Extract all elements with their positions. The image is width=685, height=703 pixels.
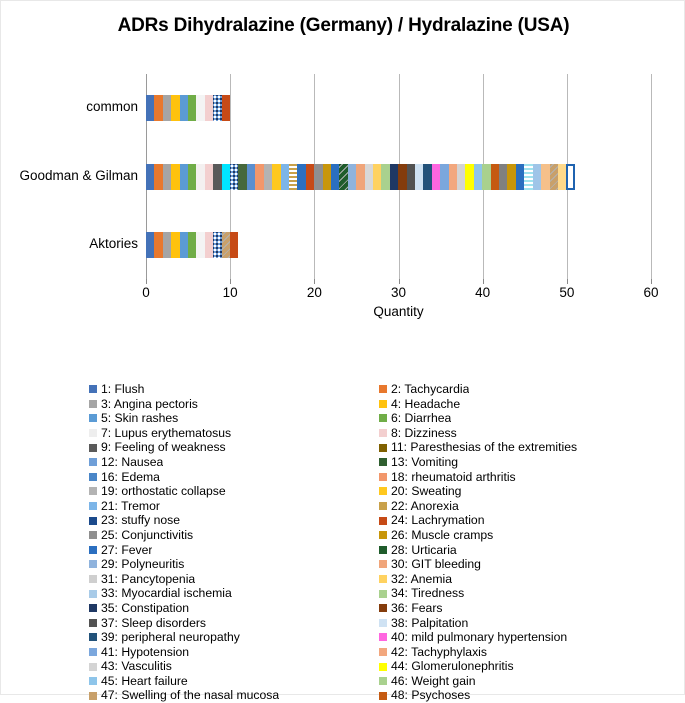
legend-label: 48: Psychoses [391,688,471,703]
legend-item[interactable] [379,455,683,470]
bar-segment [440,164,448,190]
chart-legend [89,382,683,703]
legend-label: 18: rheumatoid arthritis [391,469,516,484]
legend-item[interactable] [89,440,379,455]
legend-item[interactable] [379,484,683,499]
bar-segment [566,164,574,190]
legend-swatch-icon [379,575,387,583]
legend-swatch-icon [89,677,97,685]
legend-swatch-icon [379,400,387,408]
legend-swatch-icon [89,385,97,393]
legend-swatch-icon [379,692,387,700]
legend-label: 24: Lachrymation [391,513,485,528]
plot-area [146,74,651,279]
legend-swatch-icon [89,531,97,539]
bar-segment [390,164,398,190]
legend-label: 35: Constipation [101,600,190,615]
bar-segment [474,164,482,190]
legend-label: 4: Headache [391,396,461,411]
legend-label: 19: orthostatic collapse [101,484,226,499]
legend-item[interactable] [379,572,683,587]
legend-item[interactable] [89,426,379,441]
legend-item[interactable] [89,616,379,631]
x-tick-label: 50 [559,285,575,300]
bar-segment [205,95,213,121]
bar-segment [222,232,230,258]
legend-swatch-icon [379,385,387,393]
legend-label: 45: Heart failure [101,673,188,688]
legend-swatch-icon [89,604,97,612]
bar-segment [154,232,162,258]
legend-item[interactable] [379,411,683,426]
bar-segment [331,164,339,190]
bar-segment [314,164,322,190]
legend-label: 40: mild pulmonary hypertension [391,630,568,645]
legend-swatch-icon [379,677,387,685]
bar-segment [281,164,289,190]
legend-item[interactable] [89,601,379,616]
legend-swatch-icon [89,648,97,656]
bar-segment [196,232,204,258]
legend-swatch-icon [379,619,387,627]
legend-label: 43: Vasculitis [101,659,172,674]
bar-segment [230,164,238,190]
legend-item[interactable] [379,601,683,616]
legend-label: 7: Lupus erythematosus [101,425,232,440]
bar-segment [491,164,499,190]
legend-label: 33: Myocardial ischemia [101,586,232,601]
bar-segment [516,164,524,190]
legend-swatch-icon [379,502,387,510]
legend-swatch-icon [89,487,97,495]
legend-item[interactable] [89,499,379,514]
legend-label: 3: Angina pectoris [101,396,198,411]
legend-swatch-icon [89,429,97,437]
legend-swatch-icon [379,648,387,656]
legend-label: 29: Polyneuritis [101,557,185,572]
x-tick-mark [146,279,147,284]
legend-item[interactable] [89,586,379,601]
legend-swatch-icon [89,692,97,700]
legend-item[interactable] [379,688,683,703]
legend-label: 32: Anemia [391,571,452,586]
legend-item[interactable] [89,659,379,674]
bar-segment [297,164,305,190]
x-tick-mark [314,279,315,284]
legend-item[interactable] [379,528,683,543]
bar-segment [407,164,415,190]
x-tick-label: 20 [306,285,322,300]
legend-item[interactable] [379,440,683,455]
legend-item[interactable] [379,470,683,485]
legend-item[interactable] [379,397,683,412]
legend-swatch-icon [379,546,387,554]
legend-swatch-icon [379,473,387,481]
legend-item[interactable] [89,572,379,587]
legend-item[interactable] [89,484,379,499]
bar-segment [188,164,196,190]
bar-segment [348,164,356,190]
legend-item[interactable] [89,411,379,426]
legend-swatch-icon [89,400,97,408]
x-tick-mark [483,279,484,284]
legend-label: 41: Hypotension [101,644,190,659]
legend-swatch-icon [89,663,97,671]
legend-swatch-icon [89,560,97,568]
legend-label: 30: GIT bleeding [391,557,481,572]
x-axis-title: Quantity [373,304,424,319]
legend-swatch-icon [89,590,97,598]
legend-label: 1: Flush [101,382,145,396]
chart-title: ADRs Dihydralazine (Germany) / Hydralazine (USA) [117,15,570,36]
stacked-bar [146,164,575,190]
legend-label: 47: Swelling of the nasal mucosa [101,688,280,703]
bar-segment [465,164,473,190]
legend-swatch-icon [89,546,97,554]
legend-label: 39: peripheral neuropathy [101,630,240,645]
bar-segment [356,164,364,190]
bar-segment [365,164,373,190]
legend-label: 38: Palpitation [391,615,469,630]
legend-label: 34: Tiredness [391,586,465,601]
bar-segment [323,164,331,190]
bar-segment [213,95,221,121]
legend-swatch-icon [379,531,387,539]
bar-segment [247,164,255,190]
bar-segment [398,164,406,190]
bar-segment [171,232,179,258]
legend-label: 16: Edema [101,469,160,484]
gridline [651,74,652,279]
bar-segment [432,164,440,190]
legend-item[interactable] [379,674,683,689]
x-tick-label: 30 [390,285,407,300]
legend-label: 37: Sleep disorders [101,615,207,630]
bar-segment [146,95,154,121]
legend-item[interactable] [89,513,379,528]
x-tick-mark [399,279,400,284]
bar-segment [499,164,507,190]
legend-label: 28: Urticaria [391,542,457,557]
x-tick-label: 60 [643,285,659,300]
bar-segment [205,164,213,190]
legend-label: 26: Muscle cramps [391,527,494,542]
x-tick-label: 0 [142,285,150,300]
bar-segment [146,232,154,258]
bar-segment [188,232,196,258]
bar-segment [196,164,204,190]
bar-segment [306,164,314,190]
bar-segment [457,164,465,190]
bar-segment [524,164,532,190]
legend-swatch-icon [89,575,97,583]
legend-item[interactable] [89,645,379,660]
legend-swatch-icon [379,560,387,568]
legend-label: 12: Nausea [101,454,164,469]
bar-segment [533,164,541,190]
legend-label: 20: Sweating [391,484,462,499]
bar-segment [171,95,179,121]
category-label: common [86,99,138,115]
legend-label: 2: Tachycardia [391,382,470,396]
legend-label: 23: stuffy nose [101,513,181,528]
bar-segment [381,164,389,190]
legend-item[interactable] [89,382,379,397]
legend-item[interactable] [89,397,379,412]
legend-item[interactable] [89,674,379,689]
x-tick-mark [567,279,568,284]
bar-segment [289,164,297,190]
bar-segment [550,164,558,190]
legend-label: 31: Pancytopenia [101,571,196,586]
legend-swatch-icon [89,414,97,422]
legend-swatch-icon [379,414,387,422]
legend-label: 8: Dizziness [391,425,457,440]
x-tick-mark [230,279,231,284]
bar-segment [146,164,154,190]
bar-segment [205,232,213,258]
bar-segment [423,164,431,190]
stacked-bar [146,95,230,121]
x-tick-label: 10 [222,285,238,300]
legend-label: 5: Skin rashes [101,411,179,426]
legend-swatch-icon [379,429,387,437]
bar-segment [163,164,171,190]
bar-segment [171,164,179,190]
bar-segment [213,232,221,258]
legend-swatch-icon [379,590,387,598]
legend-label: 6: Diarrhea [391,411,452,426]
legend-swatch-icon [379,487,387,495]
legend-item[interactable] [379,382,683,397]
bar-segment [154,95,162,121]
bar-segment [449,164,457,190]
legend-swatch-icon [89,619,97,627]
bar-segment [180,232,188,258]
legend-swatch-icon [379,444,387,452]
legend-item[interactable] [89,688,379,703]
legend-item[interactable] [379,426,683,441]
legend-item[interactable] [89,630,379,645]
legend-item[interactable] [89,557,379,572]
legend-item[interactable] [379,659,683,674]
legend-item[interactable] [379,586,683,601]
legend-swatch-icon [89,458,97,466]
bar-segment [415,164,423,190]
category-label: Goodman & Gilman [19,167,138,183]
bar-segment [238,164,246,190]
legend-label: 11: Paresthesias of the extremities [391,440,578,455]
legend-label: 25: Conjunctivitis [101,527,194,542]
legend-label: 27: Fever [101,542,153,557]
bar-segment [222,95,230,121]
legend-swatch-icon [379,604,387,612]
bar-segment [163,232,171,258]
bar-segment [541,164,549,190]
bar-segment [264,164,272,190]
legend-swatch-icon [89,517,97,525]
bar-segment [196,95,204,121]
legend-swatch-icon [379,458,387,466]
category-label: Aktories [89,235,138,251]
bar-segment [272,164,280,190]
legend-item[interactable] [379,499,683,514]
bar-segment [180,95,188,121]
legend-swatch-icon [379,663,387,671]
legend-label: 22: Anorexia [391,498,459,513]
legend-item[interactable] [379,630,683,645]
legend-swatch-icon [379,517,387,525]
legend-item[interactable] [379,616,683,631]
legend-label: 13: Vomiting [391,454,459,469]
legend-item[interactable] [89,455,379,470]
bar-segment [188,95,196,121]
bar-segment [339,164,347,190]
bar-segment [180,164,188,190]
legend-item[interactable] [379,557,683,572]
bar-segment [222,164,230,190]
legend-label: 44: Glomerulonephritis [391,659,514,674]
legend-swatch-icon [89,473,97,481]
legend-item[interactable] [379,543,683,558]
legend-label: 42: Tachyphylaxis [391,644,487,659]
bar-segment [373,164,381,190]
bar-segment [255,164,263,190]
bar-segment [482,164,490,190]
legend-item[interactable] [89,528,379,543]
bar-segment [154,164,162,190]
legend-swatch-icon [89,502,97,510]
legend-label: 9: Feeling of weakness [101,440,226,455]
legend-swatch-icon [89,633,97,641]
x-tick-mark [651,279,652,284]
bar-segment [213,164,221,190]
bar-segment [230,232,238,258]
legend-item[interactable] [379,645,683,660]
legend-swatch-icon [379,633,387,641]
legend-item[interactable] [89,470,379,485]
legend-label: 36: Fears [391,600,443,615]
legend-label: 46: Weight gain [391,673,476,688]
bar-segment [163,95,171,121]
bar-segment [558,164,566,190]
stacked-bar [146,232,238,258]
x-tick-label: 40 [475,285,491,300]
legend-item[interactable] [379,513,683,528]
legend-item[interactable] [89,543,379,558]
bar-segment [507,164,515,190]
legend-label: 21: Tremor [101,498,160,513]
legend-swatch-icon [89,444,97,452]
